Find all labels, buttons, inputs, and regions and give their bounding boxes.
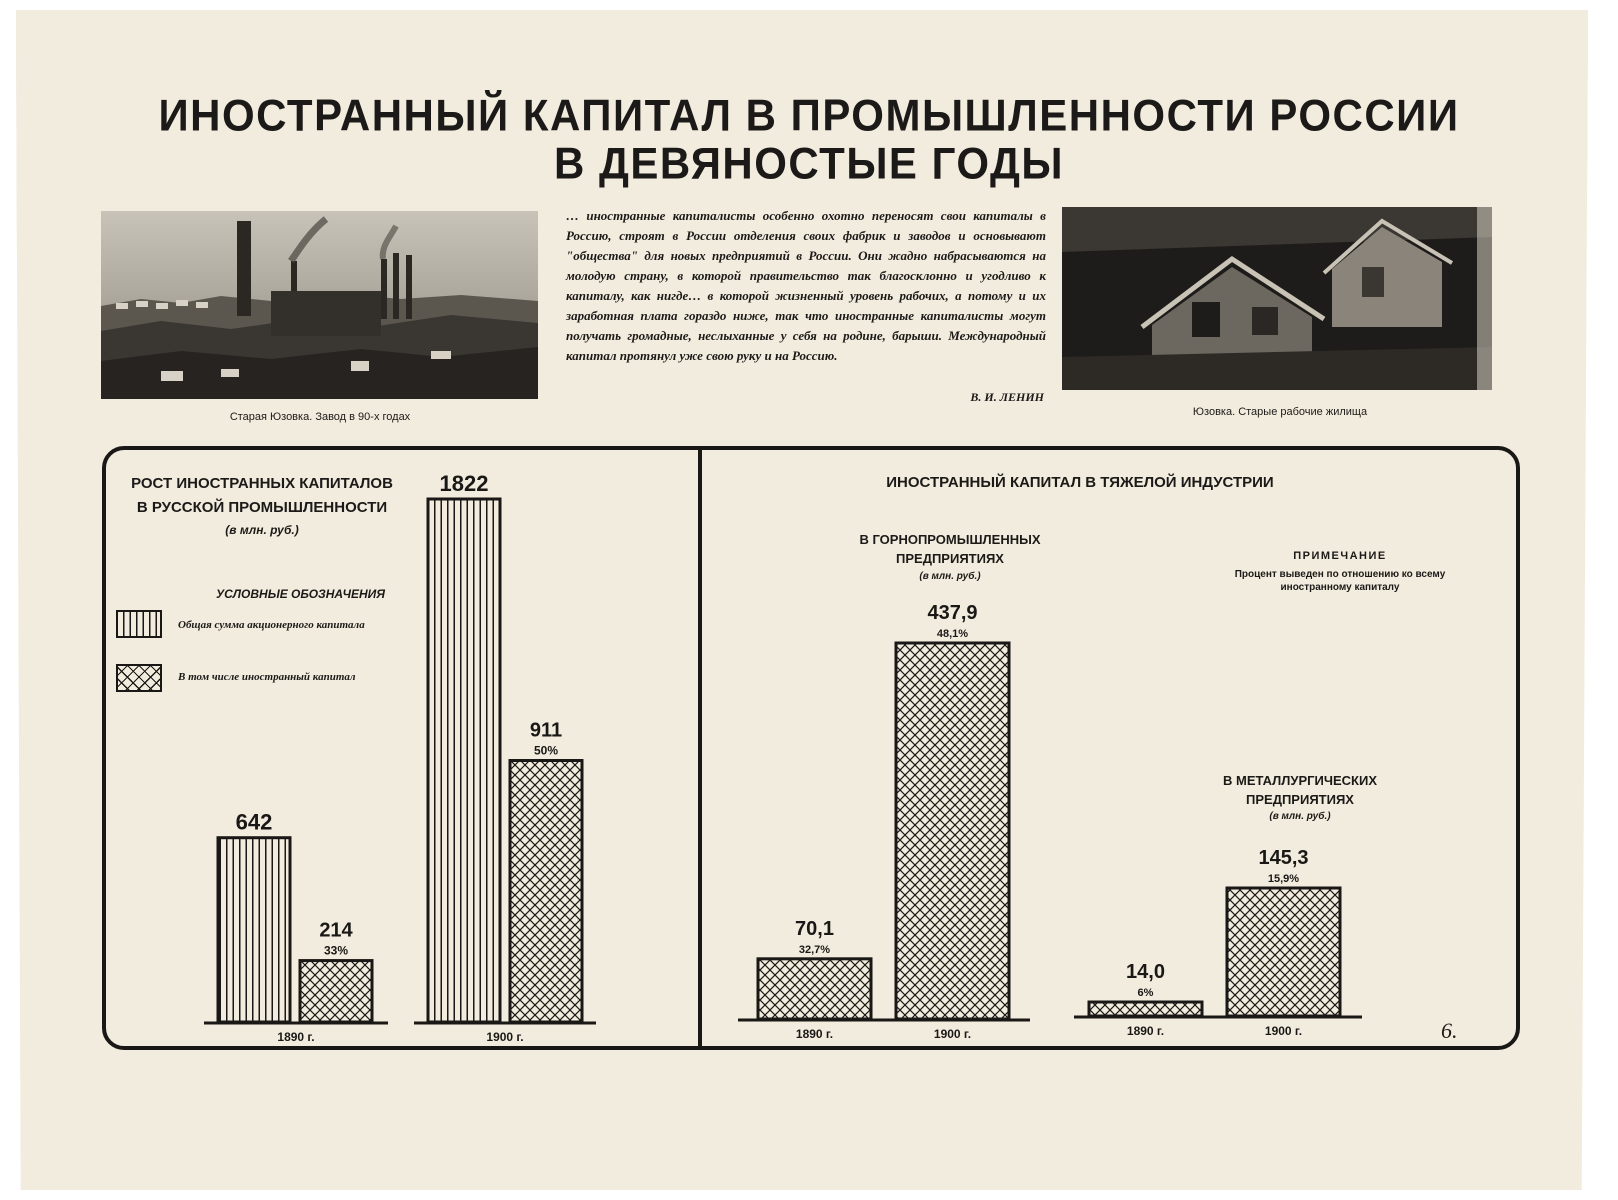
bar-foreign-percent-label: 33% — [323, 943, 349, 958]
note-text: Процент выведен по отношению ко всему иностранному капиталу — [1234, 569, 1446, 593]
mining-percent-label: 48,1% — [936, 628, 969, 640]
left-panel-title-line2: В РУССКОЙ ПРОМЫШЛЕННОСТИ — [136, 499, 388, 516]
mining-title-line1: В ГОРНОПРОМЫШЛЕННЫХ — [859, 532, 1041, 547]
metal-bar-1 — [1227, 888, 1340, 1016]
chart1-category-label: 1900 г. — [486, 1030, 524, 1044]
factory-photo-caption: Старая Юзовка. Завод в 90-х годах — [229, 411, 411, 423]
quote-author: В. И. ЛЕНИН — [970, 390, 1044, 404]
legend-title: УСЛОВНЫЕ ОБОЗНАЧЕНИЯ — [216, 587, 386, 601]
metal-value-label: 145,3 — [1258, 847, 1309, 869]
legend-label-total: Общая сумма акционерного капитала — [178, 619, 365, 631]
mining-category-label: 1900 г. — [933, 1027, 972, 1041]
bar-foreign-value-label: 911 — [529, 719, 563, 742]
note-title: ПРИМЕЧАНИЕ — [1293, 550, 1387, 562]
metal-category-label: 1900 г. — [1264, 1024, 1303, 1038]
mining-title-line2: ПРЕДПРИЯТИЯХ — [896, 551, 1004, 566]
lenin-quote: … иностранные капиталисты особенно охотно переносят свои капиталы в Россию, строят в России отделения своих фабрик и заводов и основывают "общества" для новых предприятий в России. Они жадно набрасываются на молодую страну, в которой правительство так благосклонно и угодливо к капиталу, как нигде… в которой жизненный уровень рабочих, а потому и их заработная плата гораздо ниже, так что иностранные капиталисты могут получать громадные, неслыханные у себя на родине, барыши. Международный капитал протянул уже свою руку и на Россию. — [566, 208, 1046, 363]
metal-bar-0 — [1089, 1002, 1202, 1016]
bar-foreign-percent-label: 50% — [533, 743, 559, 758]
mining-value-label: 70,1 — [795, 917, 834, 940]
right-panel-title: ИНОСТРАННЫЙ КАПИТАЛ В ТЯЖЕЛОЙ ИНДУСТРИИ — [886, 474, 1274, 491]
chart1-category-label: 1890 г. — [277, 1030, 315, 1044]
mining-value-label: 437,9 — [927, 602, 978, 624]
mining-percent-label: 32,7% — [798, 943, 831, 956]
left-panel-unit: (в млн. руб.) — [225, 523, 299, 537]
bar-foreign-0 — [300, 961, 372, 1022]
metal-value-label: 14,0 — [1126, 961, 1165, 983]
houses-photo-caption: Юзовка. Старые рабочие жилища — [1192, 406, 1368, 418]
legend-label-foreign: В том числе иностранный капитал — [178, 671, 356, 683]
left-panel-title-line1: РОСТ ИНОСТРАННЫХ КАПИТАЛОВ — [131, 475, 393, 492]
metal-title-line1: В МЕТАЛЛУРГИЧЕСКИХ — [1222, 773, 1378, 788]
poster-title-line1: ИНОСТРАННЫЙ КАПИТАЛ В ПРОМЫШЛЕННОСТИ РОССИИ — [158, 90, 1460, 141]
metal-title-line2: ПРЕДПРИЯТИЯХ — [1246, 792, 1354, 807]
bar-foreign-1 — [510, 761, 582, 1023]
poster-title-line2: В ДЕВЯНОСТЫЕ ГОДЫ — [553, 138, 1065, 189]
mining-bar-0 — [758, 959, 871, 1019]
bar-total-value-label: 642 — [235, 809, 273, 835]
metal-percent-label: 6% — [1137, 987, 1154, 999]
bar-foreign-value-label: 214 — [319, 919, 353, 942]
page-number: 6. — [1441, 1018, 1458, 1043]
metal-percent-label: 15,9% — [1267, 873, 1300, 885]
metal-category-label: 1890 г. — [1126, 1024, 1165, 1038]
bar-total-0 — [218, 838, 290, 1022]
mining-bar-1 — [896, 643, 1009, 1019]
mining-category-label: 1890 г. — [795, 1027, 834, 1041]
bar-total-1 — [428, 499, 500, 1022]
bar-total-value-label: 1822 — [439, 471, 489, 496]
metal-unit: (в млн. руб.) — [1269, 811, 1331, 822]
mining-unit: (в млн. руб.) — [919, 571, 981, 582]
